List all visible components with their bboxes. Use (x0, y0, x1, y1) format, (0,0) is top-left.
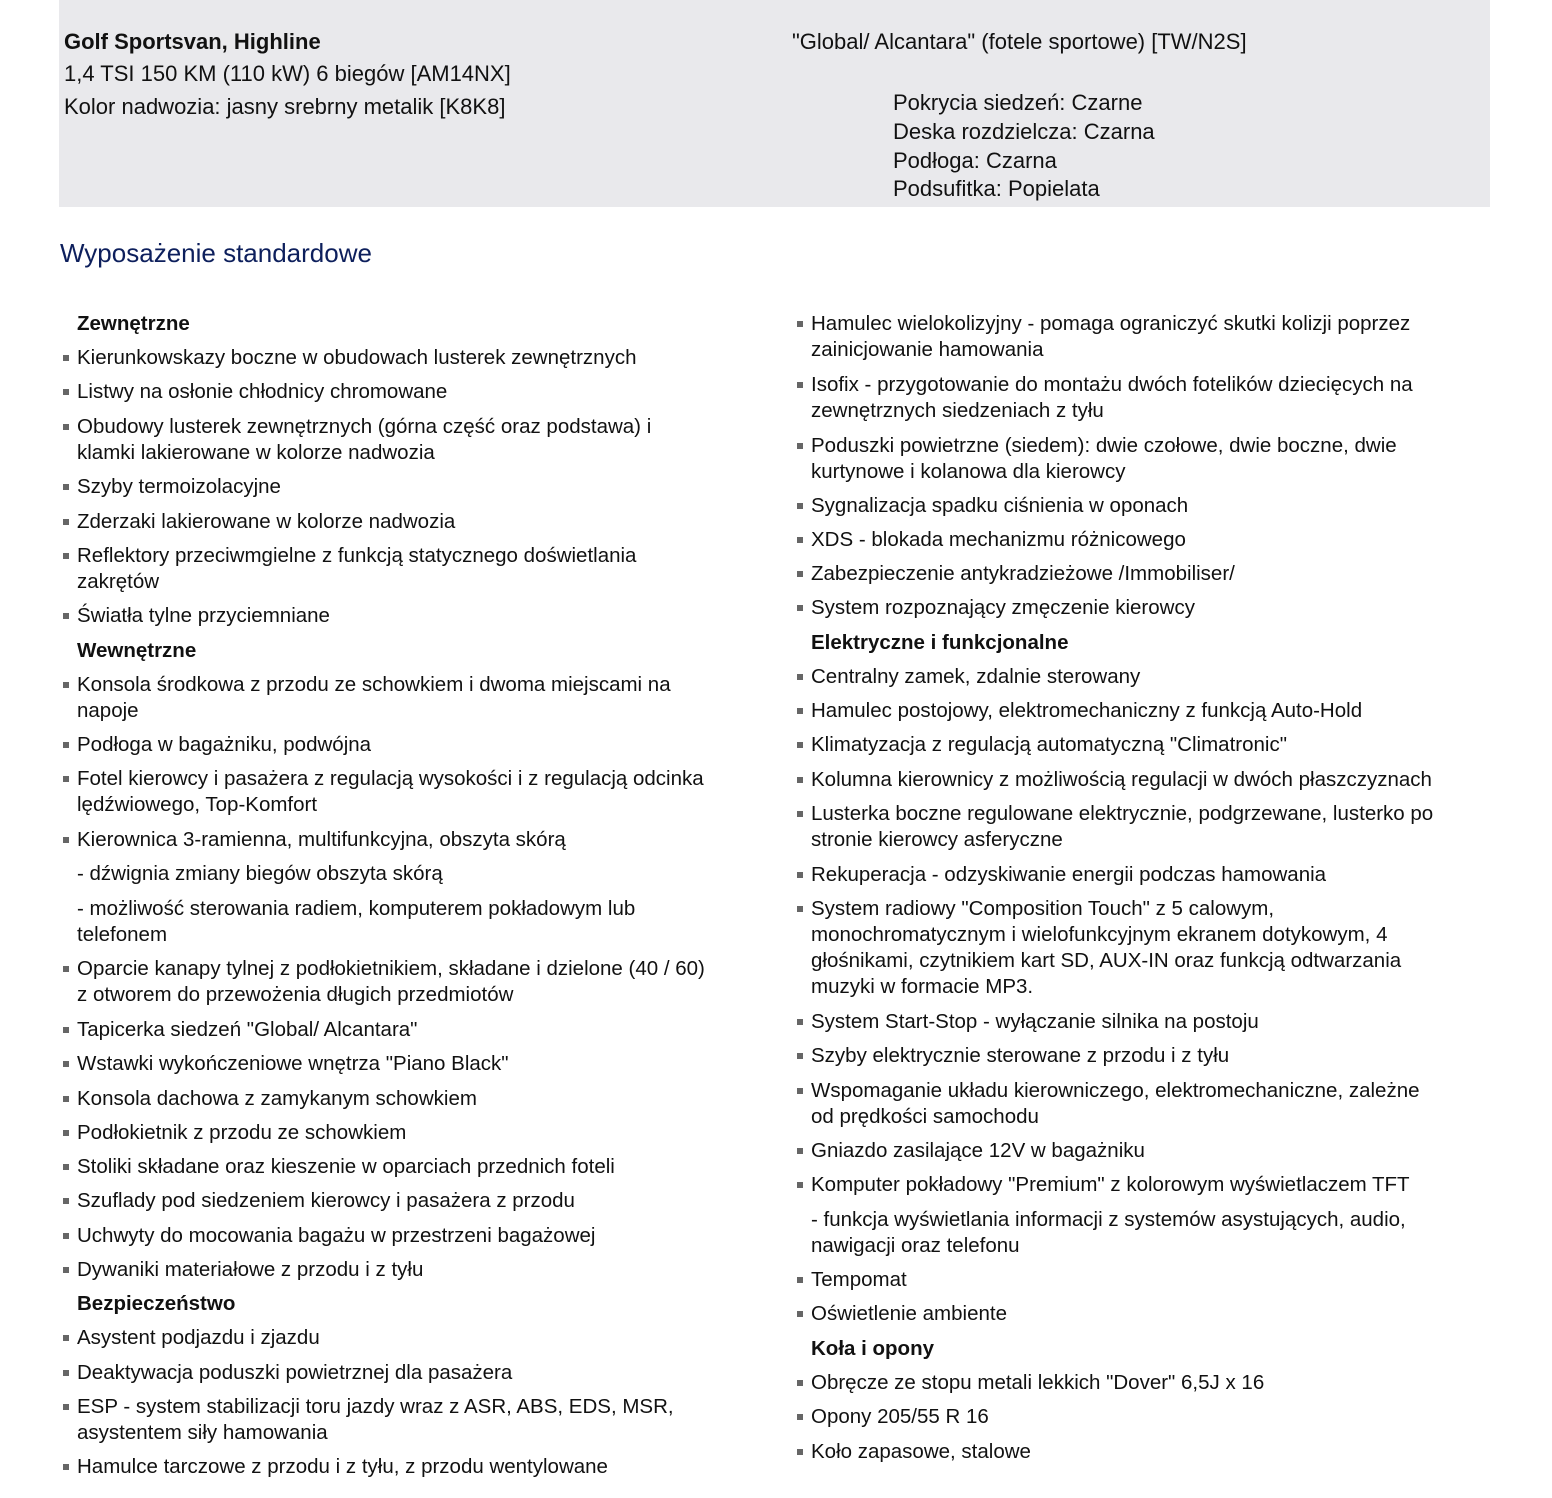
item-text-line: Oświetlenie ambiente (811, 1302, 1007, 1325)
item-text-line: Koło zapasowe, stalowe (811, 1440, 1031, 1463)
equipment-item (794, 1301, 1494, 1327)
equipment-item (60, 379, 760, 405)
item-text (794, 372, 1494, 424)
equipment-item (60, 672, 760, 724)
item-text-line: muzyki w formacie MP3. (811, 975, 1034, 998)
equipment-item (794, 1404, 1494, 1430)
item-text-line: Tempomat (811, 1268, 907, 1291)
item-text (60, 414, 760, 466)
item-text (794, 311, 1494, 363)
item-text: Koła i opony (811, 1337, 934, 1360)
equipment-item (60, 1154, 760, 1180)
item-text (60, 827, 760, 853)
item-text-line: Podłoga w bagażniku, podwójna (77, 733, 372, 756)
equipment-item (60, 732, 760, 758)
equipment-item (60, 1188, 760, 1214)
item-text-line: XDS - blokada mechanizmu różnicowego (811, 528, 1186, 551)
item-text-line: Zderzaki lakierowane w kolorze nadwozia (77, 510, 456, 533)
item-text (794, 1439, 1494, 1465)
equipment-item (794, 311, 1494, 363)
bullet-icon (797, 571, 803, 577)
bullet-icon (797, 674, 803, 680)
bullet-icon (63, 1370, 69, 1376)
item-text (794, 1009, 1494, 1035)
item-text (60, 509, 760, 535)
equipment-item (794, 732, 1494, 758)
item-text-line: Konsola dachowa z zamykanym schowkiem (77, 1087, 477, 1110)
item-text-line: Gniazdo zasilające 12V w bagażniku (811, 1139, 1145, 1162)
item-text-line: Wstawki wykończeniowe wnętrza "Piano Black" (77, 1052, 509, 1075)
equipment-item (60, 1086, 760, 1112)
item-text (60, 896, 760, 948)
item-text-line: Oparcie kanapy tylnej z podłokietnikiem, składane i dzielone (40 / 60) (77, 957, 705, 980)
bullet-icon (797, 1311, 803, 1317)
bullet-icon (63, 484, 69, 490)
item-text (794, 1404, 1494, 1430)
item-text-line: Dywaniki materiałowe z przodu i z tyłu (77, 1258, 424, 1281)
item-text (794, 1301, 1494, 1327)
bullet-icon (63, 1027, 69, 1033)
bullet-icon (63, 1335, 69, 1341)
item-text (794, 1172, 1494, 1198)
item-text (60, 732, 760, 758)
item-text-line: Rekuperacja - odzyskiwanie energii podczas hamowania (811, 863, 1327, 886)
equipment-item (794, 1439, 1494, 1465)
equipment-item (794, 1043, 1494, 1069)
item-text-line: kurtynowe i kolanowa dla kierowcy (811, 460, 1126, 483)
equipment-item (794, 1370, 1494, 1396)
item-text (794, 896, 1494, 1000)
equipment-item (60, 345, 760, 371)
item-text-line: zewnętrznych siedzeniach z tyłu (811, 399, 1104, 422)
item-text (60, 1257, 760, 1283)
bullet-icon (797, 1088, 803, 1094)
bullet-icon (63, 1198, 69, 1204)
item-text (60, 1154, 760, 1180)
equipment-item (60, 1325, 760, 1351)
item-text (60, 603, 760, 629)
item-text (794, 801, 1494, 853)
item-text: Elektryczne i funkcjonalne (811, 631, 1069, 654)
interior-seat-cover: Pokrycia siedzeń: Czarne (893, 90, 1143, 115)
item-text-line: napoje (77, 699, 139, 722)
item-text-line: lędźwiowego, Top-Komfort (77, 793, 318, 816)
item-text-line: Opony 205/55 R 16 (811, 1405, 989, 1428)
item-text-line: nawigacji oraz telefonu (811, 1234, 1020, 1257)
item-text-line: Deaktywacja poduszki powietrznej dla pasażera (77, 1361, 513, 1384)
item-text-line: Poduszki powietrzne (siedem): dwie czołowe, dwie boczne, dwie (811, 434, 1397, 457)
bullet-icon (63, 1164, 69, 1170)
equipment-item (60, 827, 760, 853)
item-text (60, 1086, 760, 1112)
bullet-icon (797, 321, 803, 327)
item-text-line: Światła tylne przyciemniane (77, 604, 330, 627)
item-text-line: zainicjowanie hamowania (811, 338, 1044, 361)
equipment-item (794, 595, 1494, 621)
interior-headliner: Podsufitka: Popielata (893, 176, 1100, 201)
bullet-icon (797, 1449, 803, 1455)
item-text-line: Hamulec wielokolizyjny - pomaga ograniczyć skutki kolizji poprzez (811, 312, 1411, 335)
item-text-line: Kierownica 3-ramienna, multifunkcyjna, obszyta skórą (77, 828, 566, 851)
equipment-item (60, 1454, 760, 1480)
bullet-icon (797, 537, 803, 543)
item-text (60, 1223, 760, 1249)
item-text (60, 543, 760, 595)
item-text (794, 862, 1494, 888)
equipment-item (794, 1207, 1494, 1259)
bullet-icon (63, 682, 69, 688)
equipment-item (794, 1009, 1494, 1035)
item-text-line: Podłokietnik z przodu ze schowkiem (77, 1121, 407, 1144)
item-text-line: telefonem (77, 923, 168, 946)
bullet-icon (63, 1404, 69, 1410)
item-text-line: ESP - system stabilizacji toru jazdy wraz z ASR, ABS, EDS, MSR, (77, 1395, 674, 1418)
bullet-icon (797, 1380, 803, 1386)
bullet-icon (797, 708, 803, 714)
item-text-line: Kierunkowskazy boczne w obudowach lusterek zewnętrznych (77, 346, 637, 369)
equipment-item (794, 767, 1494, 793)
interior-dashboard: Deska rozdzielcza: Czarna (893, 119, 1155, 144)
equipment-item (794, 372, 1494, 424)
bullet-icon (797, 1053, 803, 1059)
item-text-line: Wspomaganie układu kierowniczego, elektromechaniczne, zależne (811, 1079, 1420, 1102)
item-text (794, 1370, 1494, 1396)
item-text-line: stronie kierowcy asferyczne (811, 828, 1063, 851)
equipment-item (60, 414, 760, 466)
equipment-item (794, 493, 1494, 519)
bullet-icon (797, 1148, 803, 1154)
bullet-icon (797, 906, 803, 912)
body-color: Kolor nadwozia: jasny srebrny metalik [K8K8] (64, 94, 506, 119)
item-text (60, 1120, 760, 1146)
equipment-item (60, 1257, 760, 1283)
equipment-item (794, 1267, 1494, 1293)
item-text-line: Fotel kierowcy i pasażera z regulacją wysokości i z regulacją odcinka (77, 767, 704, 790)
item-text (794, 1138, 1494, 1164)
item-text (794, 698, 1494, 724)
bullet-icon (63, 837, 69, 843)
equipment-item (60, 1017, 760, 1043)
item-text-line: Kolumna kierownicy z możliwością regulacji w dwóch płaszczyznach (811, 768, 1432, 791)
category-heading (60, 311, 760, 337)
item-text-line: Obudowy lusterek zewnętrznych (górna część oraz podstawa) i (77, 415, 652, 438)
item-text-line: Uchwyty do mocowania bagażu w przestrzeni bagażowej (77, 1224, 596, 1247)
item-text-line: monochromatycznym i wielofunkcyjnym ekranem dotykowym, 4 (811, 923, 1388, 946)
equipment-item (794, 698, 1494, 724)
item-text-line: zakrętów (77, 570, 160, 593)
item-text (794, 1267, 1494, 1293)
equipment-item (60, 1360, 760, 1386)
item-text (60, 1394, 760, 1446)
item-text-line: Isofix - przygotowanie do montażu dwóch fotelików dziecięcych na (811, 373, 1413, 396)
item-text-line: Reflektory przeciwmgielne z funkcją statycznego doświetlania (77, 544, 637, 567)
bullet-icon (63, 1267, 69, 1273)
bullet-icon (63, 1130, 69, 1136)
item-text (60, 672, 760, 724)
equipment-item (794, 862, 1494, 888)
equipment-item (60, 766, 760, 818)
item-text (794, 527, 1494, 553)
equipment-item (60, 474, 760, 500)
item-text (60, 345, 760, 371)
bullet-icon (63, 966, 69, 972)
bullet-icon (797, 1182, 803, 1188)
item-text-line: Obręcze ze stopu metali lekkich "Dover" 6,5J x 16 (811, 1371, 1265, 1394)
item-text (60, 1360, 760, 1386)
item-text (60, 1017, 760, 1043)
item-text: Bezpieczeństwo (77, 1292, 236, 1315)
bullet-icon (797, 1019, 803, 1025)
category-heading (60, 638, 760, 664)
item-text (60, 956, 760, 1008)
item-text-line: Szuflady pod siedzeniem kierowcy i pasażera z przodu (77, 1189, 575, 1212)
item-text (794, 664, 1494, 690)
bullet-icon (797, 605, 803, 611)
item-text (60, 1325, 760, 1351)
item-text: Wewnętrzne (77, 639, 197, 662)
item-text-line: Asystent podjazdu i zjazdu (77, 1326, 320, 1349)
interior-floor: Podłoga: Czarna (893, 148, 1057, 173)
bullet-icon (797, 777, 803, 783)
item-text-line: - funkcja wyświetlania informacji z systemów asystujących, audio, (811, 1208, 1406, 1231)
item-text-line: Klimatyzacja z regulacją automatyczną "Climatronic" (811, 733, 1287, 756)
category-heading (60, 1291, 760, 1317)
equipment-item (794, 664, 1494, 690)
item-text (60, 861, 760, 887)
equipment-item (794, 433, 1494, 485)
item-text-line: Sygnalizacja spadku ciśnienia w oponach (811, 494, 1189, 517)
item-text-line: głośnikami, czytnikiem kart SD, AUX-IN oraz funkcją odtwarzania (811, 949, 1402, 972)
item-text (60, 1454, 760, 1480)
equipment-item (794, 527, 1494, 553)
equipment-item (60, 1051, 760, 1077)
bullet-icon (797, 872, 803, 878)
equipment-item (60, 603, 760, 629)
equipment-item (60, 509, 760, 535)
equipment-item (794, 896, 1494, 1000)
equipment-item (60, 543, 760, 595)
equipment-item (794, 1078, 1494, 1130)
category-heading (794, 630, 1494, 656)
bullet-icon (797, 1277, 803, 1283)
item-text-line: klamki lakierowane w kolorze nadwozia (77, 441, 435, 464)
bullet-icon (63, 389, 69, 395)
item-text (60, 766, 760, 818)
bullet-icon (63, 355, 69, 361)
equipment-item (60, 1223, 760, 1249)
item-text (794, 732, 1494, 758)
section-title: Wyposażenie standardowe (60, 238, 372, 268)
equipment-item (60, 1120, 760, 1146)
bullet-icon (63, 553, 69, 559)
item-text-line: System radiowy "Composition Touch" z 5 calowym, (811, 897, 1275, 920)
item-text (794, 1078, 1494, 1130)
equipment-item (794, 561, 1494, 587)
item-text-line: Tapicerka siedzeń "Global/ Alcantara" (77, 1018, 418, 1041)
item-text-line: od prędkości samochodu (811, 1105, 1039, 1128)
item-text-line: Hamulec postojowy, elektromechaniczny z funkcją Auto-Hold (811, 699, 1363, 722)
item-text (794, 595, 1494, 621)
equipment-item (60, 861, 760, 887)
bullet-icon (63, 424, 69, 430)
bullet-icon (797, 443, 803, 449)
item-text (794, 433, 1494, 485)
upholstery-spec: "Global/ Alcantara" (fotele sportowe) [TW/N2S] (792, 29, 1247, 54)
item-text-line: Stoliki składane oraz kieszenie w oparciach przednich foteli (77, 1155, 615, 1178)
bullet-icon (63, 1233, 69, 1239)
bullet-icon (797, 382, 803, 388)
item-text (794, 767, 1494, 793)
item-text (794, 1207, 1494, 1259)
equipment-item (794, 1172, 1494, 1198)
item-text (60, 1188, 760, 1214)
item-text-line: z otworem do przewożenia długich przedmiotów (77, 983, 514, 1006)
item-text-line: Komputer pokładowy "Premium" z kolorowym wyświetlaczem TFT (811, 1173, 1410, 1196)
item-text-line: Centralny zamek, zdalnie sterowany (811, 665, 1141, 688)
bullet-icon (797, 742, 803, 748)
bullet-icon (63, 776, 69, 782)
bullet-icon (63, 613, 69, 619)
item-text-line: Lusterka boczne regulowane elektrycznie, podgrzewane, lusterko po (811, 802, 1434, 825)
item-text (794, 493, 1494, 519)
item-text (794, 1043, 1494, 1069)
bullet-icon (63, 742, 69, 748)
item-text (60, 1051, 760, 1077)
category-heading (794, 1336, 1494, 1362)
bullet-icon (797, 503, 803, 509)
item-text-line: Hamulce tarczowe z przodu i z tyłu, z przodu wentylowane (77, 1455, 608, 1478)
bullet-icon (63, 1061, 69, 1067)
equipment-item (60, 1394, 760, 1446)
item-text-line: Listwy na osłonie chłodnicy chromowane (77, 380, 448, 403)
item-text-line: Konsola środkowa z przodu ze schowkiem i dwoma miejscami na (77, 673, 671, 696)
model-name: Golf Sportsvan, Highline (64, 29, 321, 54)
equipment-item (60, 896, 760, 948)
item-text-line: - dźwignia zmiany biegów obszyta skórą (77, 862, 443, 885)
bullet-icon (63, 519, 69, 525)
item-text: Zewnętrzne (77, 312, 190, 335)
item-text-line: System rozpoznający zmęczenie kierowcy (811, 596, 1195, 619)
equipment-item (794, 801, 1494, 853)
engine-spec: 1,4 TSI 150 KM (110 kW) 6 biegów [AM14NX] (64, 61, 511, 86)
bullet-icon (797, 1414, 803, 1420)
bullet-icon (63, 1464, 69, 1470)
item-text-line: asystentem siły hamowania (77, 1421, 328, 1444)
item-text (60, 474, 760, 500)
item-text (60, 379, 760, 405)
item-text-line: Szyby termoizolacyjne (77, 475, 281, 498)
item-text-line: System Start-Stop - wyłączanie silnika na postoju (811, 1010, 1259, 1033)
item-text-line: - możliwość sterowania radiem, komputerem pokładowym lub (77, 897, 636, 920)
bullet-icon (797, 811, 803, 817)
item-text-line: Szyby elektrycznie sterowane z przodu i z tyłu (811, 1044, 1230, 1067)
item-text-line: Zabezpieczenie antykradzieżowe /Immobiliser/ (811, 562, 1235, 585)
bullet-icon (63, 1096, 69, 1102)
equipment-item (794, 1138, 1494, 1164)
equipment-item (60, 956, 760, 1008)
item-text (794, 561, 1494, 587)
